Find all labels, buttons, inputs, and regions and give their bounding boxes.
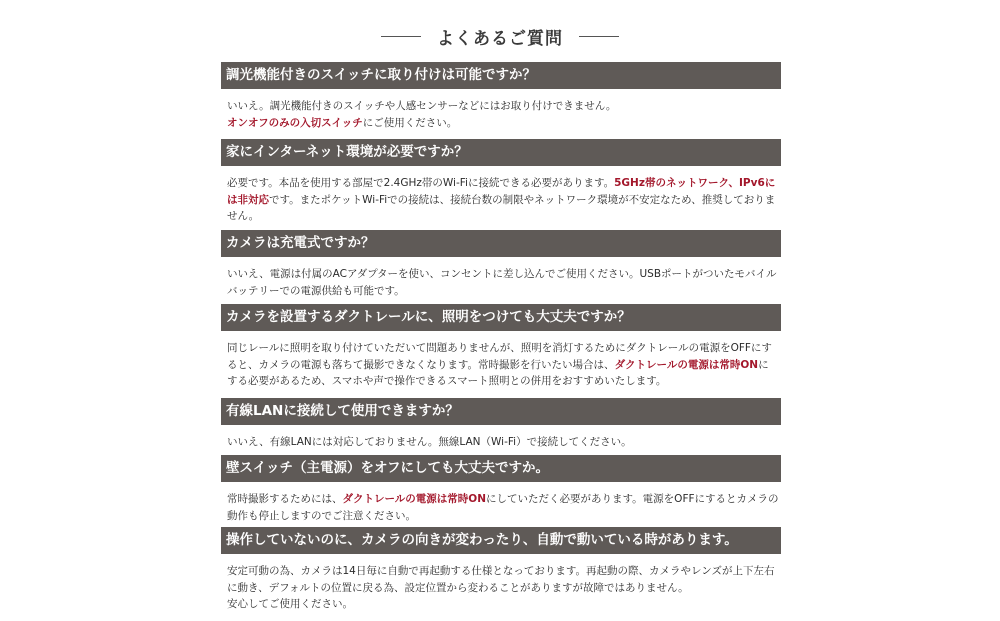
faq-question: 操作していないのに、カメラの向きが変わったり、自動で動いている時があります。 bbox=[221, 527, 781, 554]
answer-highlight-text: ダクトレールの電源は常時ON bbox=[342, 493, 487, 505]
faq-item bbox=[221, 527, 781, 613]
answer-highlight-text: オンオフのみの入切スイッチ bbox=[227, 116, 363, 129]
answer-text: 同じレールに照明を取り付けていただいて問題ありませんが、照明を消灯するためにダクトレールの電源をOFFにすると、カメラの電源も落ちて撮影できなくなります。常時撮影を行いたい場合は、 bbox=[227, 342, 772, 371]
answer-highlight-text: 5GHz帯のネットワーク、IPv6には非対応 bbox=[227, 177, 776, 206]
answer-text: いいえ。調光機能付きのスイッチや人感センサーなどにはお取り付けできません。 bbox=[227, 100, 617, 112]
faq-question: 調光機能付きのスイッチに取り付けは可能ですか？ bbox=[221, 62, 781, 89]
faq-answer bbox=[221, 98, 779, 131]
faq-answer bbox=[221, 491, 779, 524]
faq-answer bbox=[221, 266, 779, 299]
page-title: よくあるご質問 bbox=[437, 28, 563, 49]
faq-answer bbox=[221, 340, 779, 390]
answer-text: 常時撮影するためには、 bbox=[227, 493, 343, 505]
answer-text: 安定可動の為、カメラは14日毎に自動で再起動する仕様となっております。再起動の際、カメラやレンズが上下左右に動き、デフォルトの位置に戻る為、設定位置から変わることがありますが故障ではありません。 bbox=[227, 565, 775, 594]
answer-text: にしていただく必要があります。電源をOFFにするとカメラの動作も停止しますのでご注意ください。 bbox=[227, 493, 779, 522]
faq-item bbox=[221, 139, 781, 225]
answer-text: 必要です。本品を使用する部屋で2.4GHz帯のWi-Fiに接続できる必要があります。 bbox=[227, 177, 615, 189]
answer-text: にご使用ください。 bbox=[362, 116, 458, 129]
faq-item bbox=[221, 230, 781, 299]
faq-question: 家にインターネット環境が必要ですか？ bbox=[221, 139, 781, 166]
answer-text: いいえ、電源は付属のACアダプターを使い、コンセントに差し込んでご使用ください。USBポートがついたモバイルバッテリーでの電源供給も可能です。 bbox=[227, 268, 777, 297]
faq-question: 壁スイッチ（主電源）をオフにしても大丈夫ですか。 bbox=[221, 455, 781, 482]
title-rule-right bbox=[579, 36, 619, 37]
answer-text: です。またポケットWi-Fiでの接続は、接続台数の制限やネットワーク環境が不安定なため、推奨しておりません。 bbox=[227, 193, 776, 222]
faq-item bbox=[221, 455, 781, 524]
answer-text: にする必要があるため、スマホや声で操作できるスマート照明との併用をおすすめいたします。 bbox=[227, 358, 769, 387]
faq-answer bbox=[221, 434, 779, 451]
faq-item bbox=[221, 304, 781, 390]
answer-highlight-text: ダクトレールの電源は常時ON bbox=[614, 358, 759, 371]
faq-item bbox=[221, 398, 781, 451]
faq-question: カメラを設置するダクトレールに、照明をつけても大丈夫ですか？ bbox=[221, 304, 781, 331]
answer-text: 安心してご使用ください。 bbox=[227, 598, 353, 610]
answer-text: いいえ、有線LANには対応しておりません。無線LAN（Wi-Fi）で接続してください。 bbox=[227, 436, 632, 448]
faq-item bbox=[221, 62, 781, 131]
page-header bbox=[0, 24, 1000, 48]
title-rule-left bbox=[381, 36, 421, 37]
faq-question: カメラは充電式ですか？ bbox=[221, 230, 781, 257]
faq-answer bbox=[221, 563, 779, 613]
faq-question: 有線LANに接続して使用できますか？ bbox=[221, 398, 781, 425]
faq-answer bbox=[221, 175, 779, 225]
